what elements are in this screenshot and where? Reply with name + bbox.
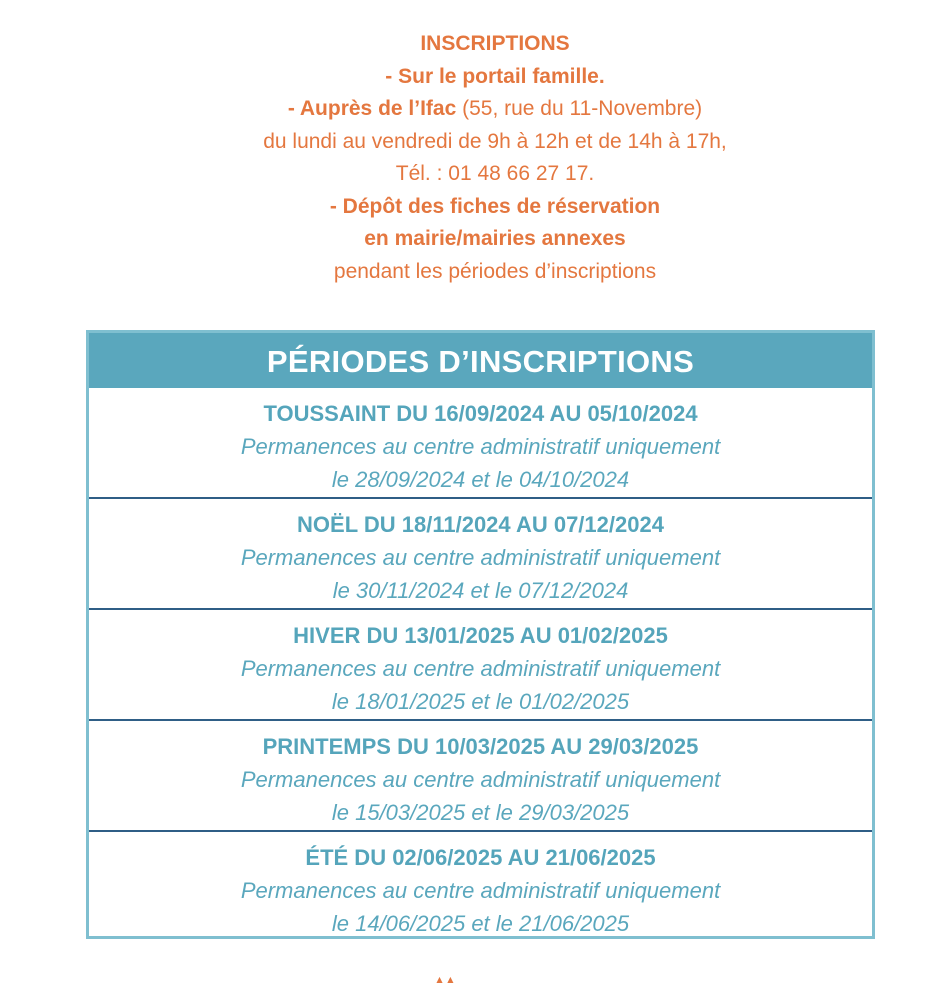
inscriptions-info: [0, 28, 944, 288]
periods-title: PÉRIODES D’INSCRIPTIONS: [89, 333, 872, 388]
period-dates: le 28/09/2024 et le 04/10/2024: [331, 467, 630, 492]
depot-line-2: en mairie/mairies annexes: [364, 227, 626, 250]
period-note: Permanences au centre administratif uniquement: [240, 545, 721, 570]
period-row: [89, 832, 872, 943]
period-title: HIVER DU 13/01/2025 AU 01/02/2025: [293, 623, 668, 648]
period-title: NOËL DU 18/11/2024 AU 07/12/2024: [297, 512, 664, 537]
depot-line-1: - Dépôt des fiches de réservation: [329, 194, 661, 218]
inscriptions-heading: INSCRIPTIONS: [420, 32, 570, 55]
cropped-decoration: ▴ ▴: [436, 975, 454, 983]
periods-table: [86, 330, 875, 939]
period-dates: le 30/11/2024 et le 07/12/2024: [332, 578, 629, 603]
period-title: TOUSSAINT DU 16/09/2024 AU 05/10/2024: [263, 401, 698, 426]
depot-line-3: pendant les périodes d’inscriptions: [333, 259, 657, 283]
period-note: Permanences au centre administratif uniquement: [240, 656, 721, 681]
period-note: Permanences au centre administratif uniquement: [240, 767, 721, 792]
phone-line: Tél. : 01 48 66 27 17.: [395, 162, 595, 185]
period-note: Permanences au centre administratif uniquement: [240, 434, 721, 459]
period-row: [89, 610, 872, 721]
period-dates: le 18/01/2025 et le 01/02/2025: [331, 689, 630, 714]
ifac-line: [0, 93, 944, 126]
portal-line: - Sur le portail famille.: [385, 64, 605, 88]
period-row: [89, 721, 872, 832]
period-note: Permanences au centre administratif uniquement: [240, 878, 721, 903]
period-row: [89, 499, 872, 610]
period-dates: le 14/06/2025 et le 21/06/2025: [331, 911, 630, 936]
period-title: PRINTEMPS DU 10/03/2025 AU 29/03/2025: [262, 734, 699, 759]
ifac-address: (55, rue du 11-Novembre): [456, 97, 703, 120]
period-row: [89, 388, 872, 499]
ifac-label: - Auprès de l’Ifac: [287, 97, 457, 120]
hours-line: du lundi au vendredi de 9h à 12h et de 14h à 17h,: [263, 129, 727, 153]
period-dates: le 15/03/2025 et le 29/03/2025: [331, 800, 630, 825]
period-title: ÉTÉ DU 02/06/2025 AU 21/06/2025: [305, 845, 656, 870]
